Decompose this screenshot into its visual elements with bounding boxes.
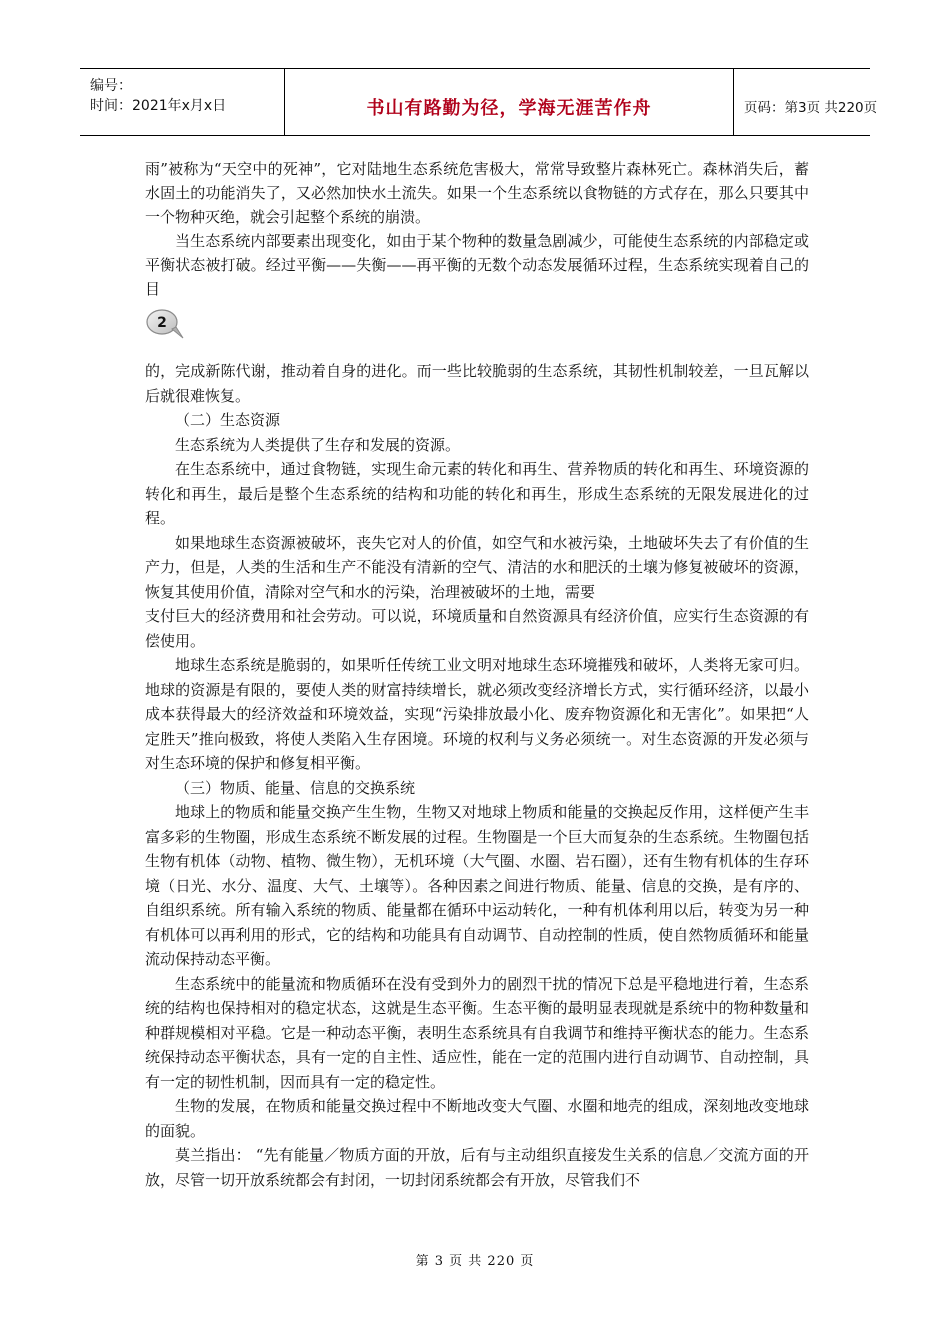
paragraph: 地球生态系统是脆弱的，如果听任传统工业文明对地球生态环境摧残和破坏，人类将无家可归。地球的资源是有限的，要使人类的财富持续增长，就必须改变经济增长方式，实行循环经济，以最小成本获得最大的经济效益和环境效益，实现“污染排放最小化、废弃物资源化和无害化”。如果把“人定胜天”推向极致，将使人类陷入生存困境。环境的权利与义务必须统一。对生态资源的开发必须与对生态环境的保护和修复相平衡。 [145,656,809,772]
page-info: 页码：第3页 共220页 [744,100,878,116]
paragraph: 支付巨大的经济费用和社会劳动。可以说，环境质量和自然资源具有经济价值，应实行生态资源的有偿使用。 [145,607,809,650]
page-header [80,68,878,136]
section-heading: （二）生态资源 [175,411,281,429]
paragraph: 当生态系统内部要素出现变化，如由于某个物种的数量急剧减少，可能使生态系统的内部稳定或平衡状态被打破。经过平衡——失衡——再平衡的无数个动态发展循环过程，生态系统实现着自己的目 [145,232,809,298]
page-footer: 第 3 页 共 220 页 [415,1254,535,1269]
body-text-part1 [145,157,809,301]
paragraph: 在生态系统中，通过食物链，实现生命元素的转化和再生、营养物质的转化和再生、环境资源的转化和再生，最后是整个生态系统的结构和功能的转化和再生，形成生态系统的无限发展进化的过程。 [145,460,809,527]
date-label: 时间：2021年x月x日 [90,98,227,114]
motto: 书山有路勤为径，学海无涯苦作舟 [366,98,652,119]
header-page-cell [734,69,878,135]
paragraph: 莫兰指出： “先有能量／物质方面的开放，后有与主动组织直接发生关系的信息／交流方面的开放，尽管一切开放系统都会有封闭，一切封闭系统都会有开放，尽管我们不 [145,1146,809,1189]
bubble-number: 2 [157,315,167,331]
paragraph: 的，完成新陈代谢，推动着自身的进化。而一些比较脆弱的生态系统，其韧性机制较差，一旦瓦解以后就很难恢复。 [145,362,809,405]
header-meta-cell [80,69,285,135]
paragraph: 生物的发展，在物质和能量交换过程中不断地改变大气圈、水圈和地壳的组成，深刻地改变地球的面貌。 [145,1097,809,1140]
paragraph: 地球上的物质和能量交换产生生物，生物又对地球上物质和能量的交换起反作用，这样便产生丰富多彩的生物圈，形成生态系统不断发展的过程。生物圈是一个巨大而复杂的生态系统。生物圈包括生物有机体（动物、植物、微生物），无机环境（大气圈、水圈、岩石圈），还有生物有机体的生存环境（日光、水分、温度、大气、土壤等）。各种因素之间进行物质、能量、信息的交换，是有序的、自组织系统。所有输入系统的物质、能量都在循环中运动转化，一种有机体利用以后，转变为另一种有机体可以再利用的形式，它的结构和功能具有自动调节、自动控制的性质，使自然物质循环和能量流动保持动态平衡。 [145,803,809,968]
paragraph: 雨”被称为“天空中的死神”，它对陆地生态系统危害极大，常常导致整片森林死亡。森林消失后，蓄水固土的功能消失了，又必然加快水土流失。如果一个生态系统以食物链的方式存在，那么只要其中一个物种灭绝，就会引起整个系统的崩溃。 [145,160,809,226]
body-text-part2 [145,359,809,1192]
paragraph: 生态系统为人类提供了生存和发展的资源。 [175,435,461,454]
number-label: 编号： [90,78,132,94]
header-motto-cell [285,69,734,135]
paragraph: 如果地球生态资源被破坏，丧失它对人的价值，如空气和水被污染，土地破坏失去了有价值的生产力，但是，人类的生活和生产不能没有清新的空气、清洁的水和肥沃的土壤为修复被破坏的资源，恢复其使用价值，清除对空气和水的污染，治理被破坏的土地，需要 [145,533,809,601]
speech-bubble-icon [145,307,187,341]
paragraph: 生态系统中的能量流和物质循环在没有受到外力的剧烈干扰的情况下总是平稳地进行着，生态系统的结构也保持相对的稳定状态，这就是生态平衡。生态平衡的最明显表现就是系统中的物种数量和种群规模相对平稳。它是一种动态平衡，表明生态系统具有自我调节和维持平衡状态的能力。生态系统保持动态平衡状态，具有一定的自主性、适应性，能在一定的范围内进行自动调节、自动控制，具有一定的韧性机制，因而具有一定的稳定性。 [145,974,809,1091]
section-heading: （三）物质、能量、信息的交换系统 [175,778,416,797]
